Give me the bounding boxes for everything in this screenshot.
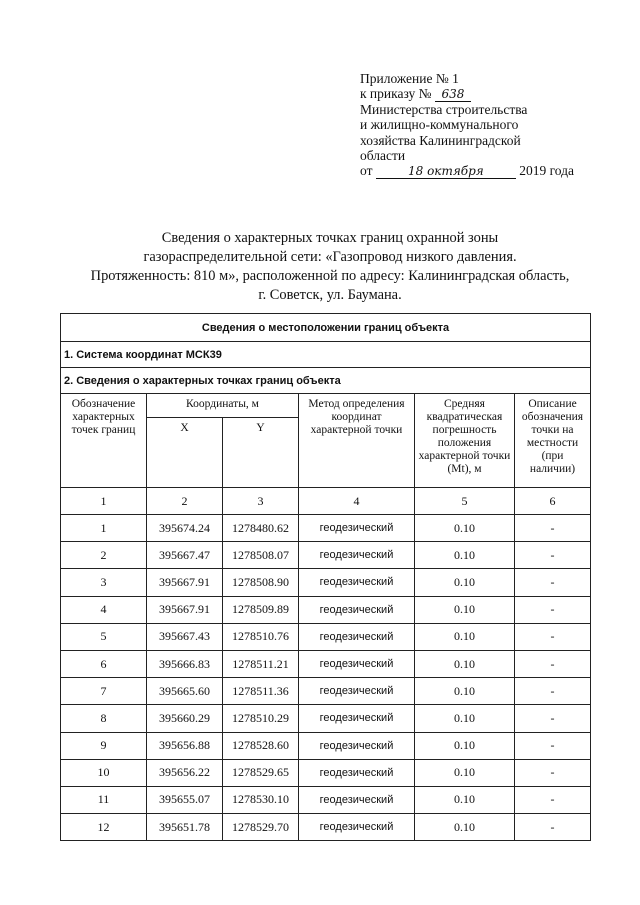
point-mt: 0.10 [415,542,515,569]
point-number: 10 [61,759,147,786]
point-desc: - [515,542,591,569]
point-method: геодезический [299,596,415,623]
point-x: 395667.91 [147,596,223,623]
point-x: 395667.91 [147,569,223,596]
point-y: 1278529.70 [223,814,299,841]
header-description: Описание обозначения точки на местности (при наличии) [515,394,591,488]
ministry-line-1: Министерства строительства [360,102,528,118]
point-desc: - [515,759,591,786]
point-desc: - [515,596,591,623]
point-x: 395651.78 [147,814,223,841]
point-number: 4 [61,596,147,623]
table-row [61,814,591,841]
table-row [61,678,591,705]
point-x: 395667.47 [147,542,223,569]
table-row [61,569,591,596]
heading-line-2: газораспределительной сети: «Газопровод низкого давления. [143,249,517,265]
point-method: геодезический [299,732,415,759]
col-number: 6 [515,488,591,515]
point-desc: - [515,515,591,542]
table-row [61,732,591,759]
point-x: 395666.83 [147,650,223,677]
table-row [61,650,591,677]
date-handwritten: 18 октября [376,165,516,179]
heading-line-1: Сведения о характерных точках границ охранной зоны [161,230,499,246]
section-coordinate-system: 1. Система координат МСК39 [61,342,591,368]
section-points: 2. Сведения о характерных точках границ объекта [61,368,591,394]
col-number: 2 [147,488,223,515]
point-desc: - [515,814,591,841]
order-number: 638 [435,88,471,102]
date-line [360,163,620,179]
header-x: X [147,418,223,488]
ministry-line-2: и жилищно-коммунального [360,117,519,133]
table-row [61,786,591,813]
point-desc: - [515,650,591,677]
point-number: 11 [61,786,147,813]
heading-line-4: г. Советск, ул. Баумана. [258,287,402,303]
point-method: геодезический [299,759,415,786]
table-row [61,542,591,569]
point-mt: 0.10 [415,596,515,623]
point-y: 1278508.07 [223,542,299,569]
point-y: 1278528.60 [223,732,299,759]
point-x: 395656.88 [147,732,223,759]
point-method: геодезический [299,814,415,841]
document-heading [60,229,600,305]
point-x: 395667.43 [147,623,223,650]
point-number: 12 [61,814,147,841]
point-desc: - [515,705,591,732]
point-desc: - [515,569,591,596]
header-row-1 [61,394,591,418]
col-number: 4 [299,488,415,515]
point-y: 1278509.89 [223,596,299,623]
date-suffix: 2019 года [519,163,575,179]
point-y: 1278510.76 [223,623,299,650]
section-row-2 [61,368,591,394]
point-desc: - [515,732,591,759]
column-number-row [61,488,591,515]
heading-line-3: Протяженность: 810 м», расположенной по адресу: Калининградская область, [90,268,570,284]
point-y: 1278510.29 [223,705,299,732]
table-row [61,705,591,732]
header-y: Y [223,418,299,488]
point-y: 1278508.90 [223,569,299,596]
point-y: 1278511.36 [223,678,299,705]
col-number: 1 [61,488,147,515]
point-number: 3 [61,569,147,596]
table-title: Сведения о местоположении границ объекта [61,314,591,342]
point-mt: 0.10 [415,569,515,596]
point-method: геодезический [299,542,415,569]
point-number: 8 [61,705,147,732]
table-row [61,596,591,623]
point-desc: - [515,678,591,705]
ministry-line-4: области [360,147,406,163]
point-mt: 0.10 [415,732,515,759]
table-row [61,515,591,542]
point-method: геодезический [299,569,415,596]
col-number: 5 [415,488,515,515]
appendix-title: Приложение № 1 [360,71,459,86]
point-mt: 0.10 [415,650,515,677]
table-row [61,623,591,650]
point-x: 395655.07 [147,786,223,813]
point-y: 1278480.62 [223,515,299,542]
point-number: 1 [61,515,147,542]
section-row-1 [61,342,591,368]
order-prefix: к приказу № [360,86,432,102]
point-method: геодезический [299,515,415,542]
point-number: 2 [61,542,147,569]
point-mt: 0.10 [415,759,515,786]
point-method: геодезический [299,678,415,705]
date-prefix: от [360,163,373,179]
point-y: 1278529.65 [223,759,299,786]
point-number: 5 [61,623,147,650]
point-y: 1278511.21 [223,650,299,677]
point-mt: 0.10 [415,786,515,813]
point-y: 1278530.10 [223,786,299,813]
table-row [61,759,591,786]
point-method: геодезический [299,623,415,650]
point-number: 6 [61,650,147,677]
point-x: 395660.29 [147,705,223,732]
point-desc: - [515,786,591,813]
point-method: геодезический [299,705,415,732]
header-method: Метод определения координат характерной точки [299,394,415,488]
ministry-line-3: хозяйства Калининградской [360,132,521,148]
table-title-row [61,314,591,342]
point-x: 395674.24 [147,515,223,542]
header-coordinates: Координаты, м [147,394,299,418]
point-mt: 0.10 [415,705,515,732]
col-number: 3 [223,488,299,515]
order-line [360,86,620,102]
point-mt: 0.10 [415,678,515,705]
header-point-label: Обозначение характерных точек границ [61,394,147,488]
point-x: 395656.22 [147,759,223,786]
point-method: геодезический [299,650,415,677]
point-x: 395665.60 [147,678,223,705]
point-method: геодезический [299,786,415,813]
point-number: 7 [61,678,147,705]
boundary-points-table [60,313,591,841]
appendix-block [360,71,620,179]
point-mt: 0.10 [415,623,515,650]
point-mt: 0.10 [415,814,515,841]
point-mt: 0.10 [415,515,515,542]
point-desc: - [515,623,591,650]
point-number: 9 [61,732,147,759]
header-error: Средняя квадратическая погрешность положения характерной точки (Mt), м [415,394,515,488]
